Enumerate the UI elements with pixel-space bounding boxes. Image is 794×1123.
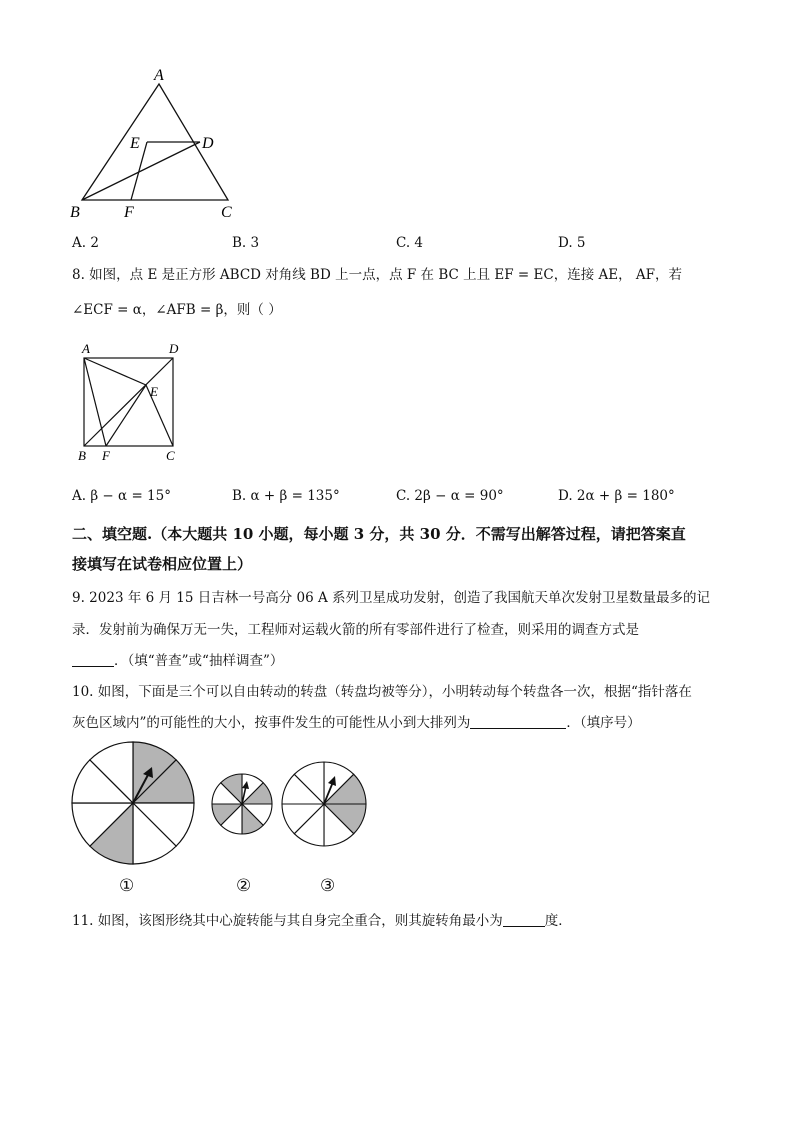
q8-question-line1: 8. 如图，点 E 是正方形 ABCD 对角线 BD 上一点，点 F 在 BC 上且 EF = EC，连接 AE， AF，若: [72, 267, 683, 283]
q8-square-figure: [72, 336, 192, 466]
label-B: B: [78, 448, 86, 463]
label-A: A: [82, 341, 90, 356]
q9-line3-row: [72, 652, 283, 670]
segment-fe: [106, 385, 146, 446]
q9-answer-blank[interactable]: [72, 652, 114, 667]
spinner-3-label: ③: [320, 876, 336, 896]
q7-option-a: A. 2: [72, 235, 99, 251]
q11-answer-blank[interactable]: [503, 912, 545, 927]
label-C: C: [221, 204, 232, 221]
spinner-3: [280, 760, 368, 848]
q8-question-line2: ∠ECF = α，∠AFB = β，则（ ）: [72, 302, 282, 318]
q8-option-a: A. β − α = 15°: [72, 488, 171, 504]
q8-option-d: D. 2α + β = 180°: [558, 488, 675, 504]
q10-answer-blank[interactable]: [470, 714, 566, 729]
q10-line1: 10. 如图，下面是三个可以自由转动的转盘（转盘均被等分），小明转动每个转盘各一次，根据“指针落在: [72, 684, 692, 700]
q7-option-b: B. 3: [232, 235, 260, 251]
q9-line3: ．（填“普查”或“抽样调查”）: [114, 653, 284, 669]
q11-text-b: 度．: [544, 913, 572, 929]
label-E: E: [150, 384, 158, 399]
label-E: E: [130, 135, 140, 152]
label-A: A: [154, 67, 164, 84]
q10-line2-row: [72, 714, 641, 732]
q11-text-a: 11. 如图，该图形绕其中心旋转能与其自身完全重合，则其旋转角最小为: [72, 913, 503, 929]
diagonal-bd: [84, 358, 173, 446]
q10-line2b: ．（填序号）: [566, 715, 641, 731]
label-D: D: [169, 341, 179, 356]
segment-af: [84, 358, 106, 446]
spinner-1-label: ①: [119, 876, 135, 896]
label-C: C: [166, 448, 175, 463]
q11-row: [72, 912, 572, 930]
spinner-1: [70, 740, 196, 866]
label-D: D: [202, 135, 214, 152]
segment-bd: [82, 142, 200, 200]
q7-option-d: D. 5: [558, 235, 586, 251]
label-F: F: [124, 204, 134, 221]
q7-triangle-figure: [60, 60, 260, 225]
label-F: F: [102, 448, 110, 463]
q10-line2a: 灰色区域内”的可能性的大小，按事件发生的可能性从小到大排列为: [72, 715, 471, 731]
segment-ae: [84, 358, 146, 385]
q9-line1: 9. 2023 年 6 月 15 日吉林一号高分 06 A 系列卫星成功发射，创造了我国航天单次发射卫星数量最多的记: [72, 590, 711, 606]
section-heading-line1: 二、填空题.（本大题共 10 小题，每小题 3 分，共 30 分．不需写出解答过程，请把答案直: [72, 525, 686, 543]
q8-option-b: B. α + β = 135°: [232, 488, 340, 504]
q9-line2: 录．发射前为确保万无一失，工程师对运载火箭的所有零部件进行了检查，则采用的调查方式是: [72, 622, 639, 638]
spinner-2-label: ②: [236, 876, 252, 896]
label-B: B: [70, 204, 80, 221]
q8-option-c: C. 2β − α = 90°: [396, 488, 504, 504]
section-heading-line2: 接填写在试卷相应位置上）: [72, 555, 253, 573]
spinner-2: [210, 772, 274, 836]
q7-option-c: C. 4: [396, 235, 424, 251]
